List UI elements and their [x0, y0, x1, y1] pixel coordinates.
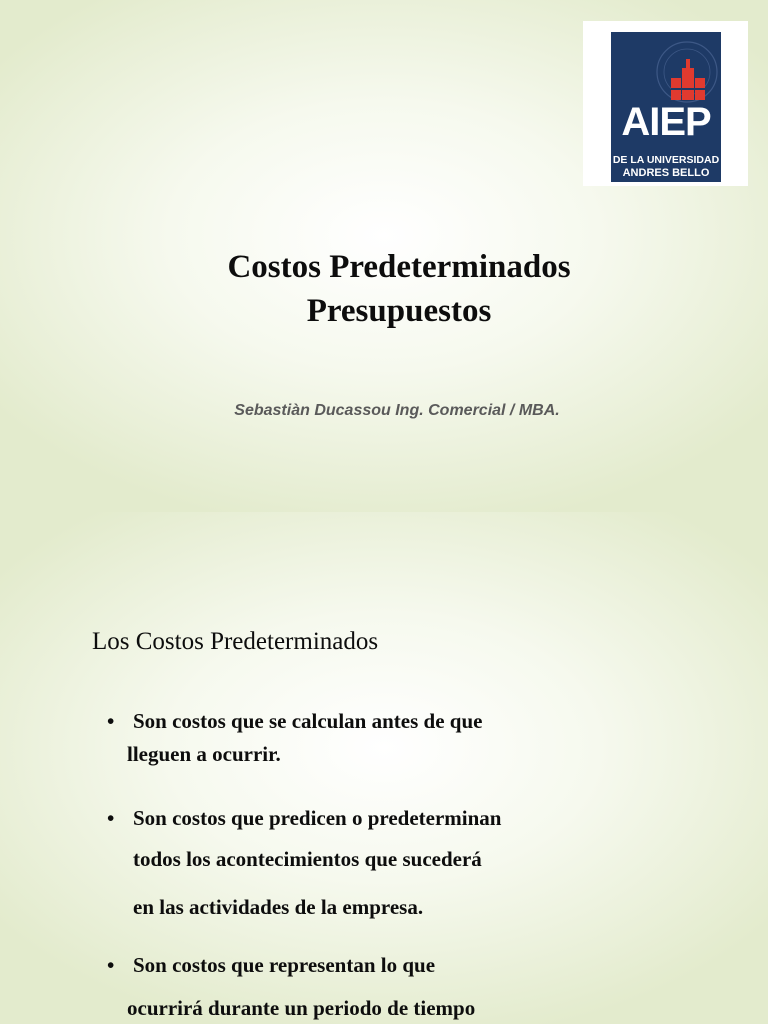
logo-subtitle-line1: DE LA UNIVERSIDAD [612, 154, 720, 166]
bullet-3-icon: • [107, 953, 115, 977]
bullet-1-icon: • [107, 709, 115, 733]
bullet-2-line-3: en las actividades de la empresa. [133, 895, 424, 919]
bullet-3-line-1: Son costos que representan lo que [133, 953, 436, 977]
bullet-2-line-2: todos los acontecimientos que sucederá [133, 847, 482, 871]
logo-badge [611, 32, 721, 182]
bullet-3-line-2: ocurrirá durante un periodo de tiempo [127, 996, 476, 1020]
bullet-1-line-2: lleguen a ocurrir. [127, 742, 281, 766]
logo-subtitle-line2: ANDRES BELLO [622, 167, 710, 179]
author-subtitle: Sebastiàn Ducassou Ing. Comercial / MBA. [234, 402, 560, 419]
title-line-2: Presupuestos [306, 293, 492, 329]
logo-wordmark: AIEP [621, 100, 711, 144]
slide-title [0, 245, 768, 333]
bullet-1-line-1: Son costos que se calculan antes de que [133, 709, 483, 733]
aiep-logo [583, 21, 748, 186]
content-slide [0, 512, 768, 1024]
section-heading: Los Costos Predeterminados [92, 628, 379, 655]
title-line-1: Costos Predeterminados [227, 249, 571, 285]
bullet-2-icon: • [107, 806, 115, 830]
bullet-2-line-1: Son costos que predicen o predeterminan [133, 806, 502, 830]
